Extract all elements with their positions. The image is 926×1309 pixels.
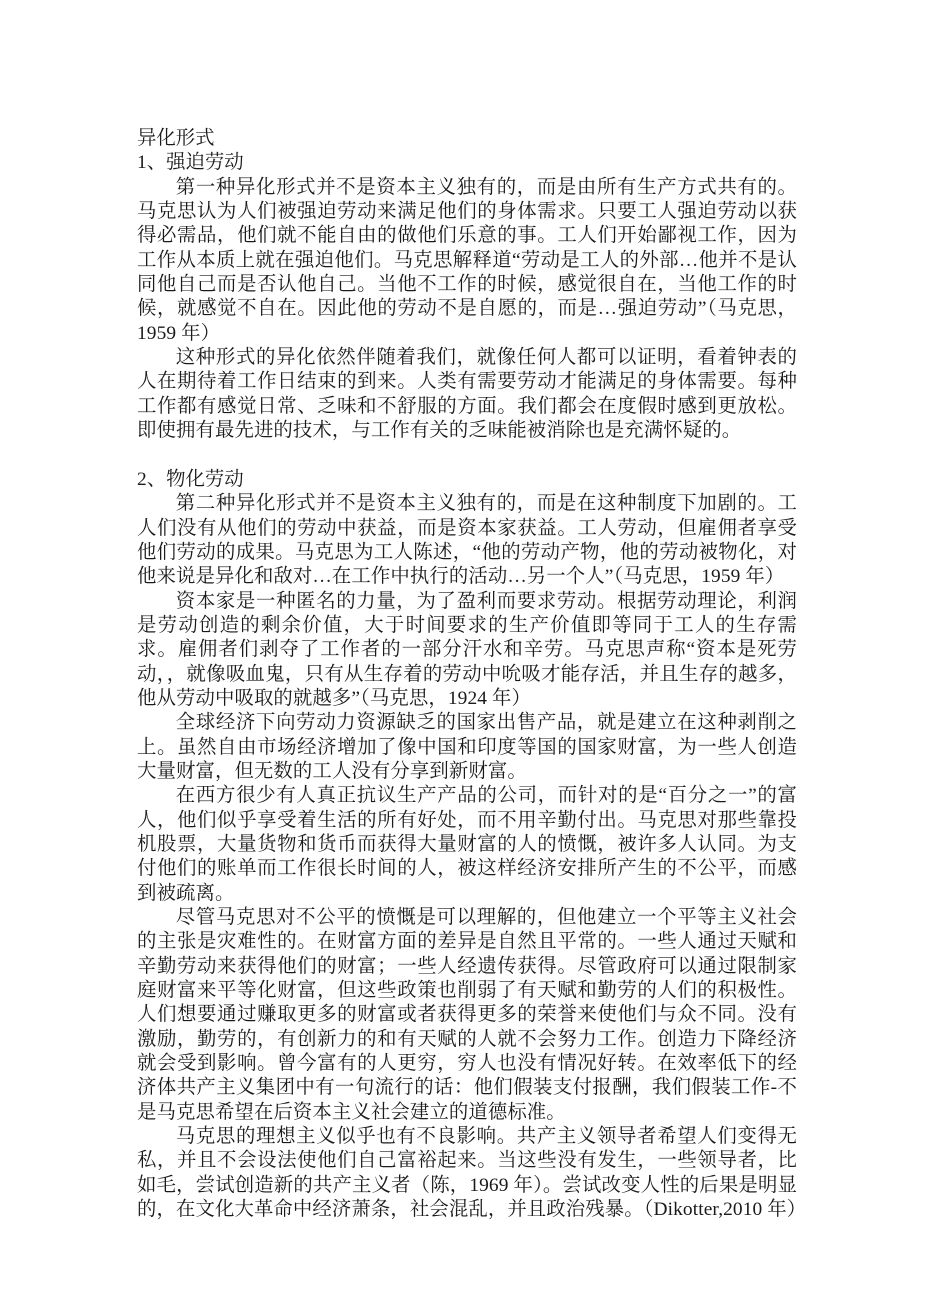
document-title: 异化形式 — [137, 128, 215, 149]
document-page — [137, 127, 807, 1222]
section-2-paragraph-1: 第二种异化形式并不是资本主义独有的，而是在这种制度下加剧的。工人们没有从他们的劳动中获益，而是资本家获益。工人劳动，但雇佣者享受他们劳动的成果。马克思为工人陈述，“他的劳动产物，他的劳动被物化，对他来说是异化和敌对…在工作中执行的活动…另一个人”（马克思，1959 年） — [137, 493, 797, 588]
section-2-paragraph-2: 资本家是一种匿名的力量，为了盈利而要求劳动。根据劳动理论，利润是劳动创造的剩余价值，大于时间要求的生产价值即等同于工人的生存需求。雇佣者们剥夺了工作者的一部分汗水和辛劳。马克思声称“资本是死劳动，，就像吸血鬼，只有从生存着的劳动中吮吸才能存活，并且生存的越多，他从劳动中吸取的就越多”（马克思，1924 年） — [137, 590, 797, 709]
blank-line-separator — [137, 443, 797, 467]
section-1-paragraph-1: 第一种异化形式并不是资本主义独有的，而是由所有生产方式共有的。马克思认为人们被强迫劳动来满足他们的身体需求。只要工人强迫劳动以获得必需品，他们就不能自由的做他们乐意的事。工人们开始鄙视工作，因为工作从本质上就在强迫他们。马克思解释道“劳动是工人的外部…他并不是认同他自己而是否认他自己。当他不工作的时候，感觉很自在，当他工作的时候，就感觉不自在。因此他的劳动不是自愿的，而是…强迫劳动”（马克思，1959 年） — [137, 176, 797, 344]
section-2-paragraph-6: 马克思的理想主义似乎也有不良影响。共产主义领导者希望人们变得无私，并且不会设法使他们自己富裕起来。当这些没有发生，一些领导者，比如毛，尝试创造新的共产主义者（陈，1969 年）。尝试改变人性的后果是明显的，在文化大革命中经济萧条，社会混乱，并且政治残暴。（Dikotter,2010 年） — [137, 1126, 807, 1221]
section-1-paragraph-2: 这种形式的异化依然伴随着我们，就像任何人都可以证明，看着钟表的人在期待着工作日结束的到来。人类有需要劳动才能满足的身体需要。每种工作都有感觉日常、乏味和不舒服的方面。我们都会在度假时感到更放松。即使拥有最先进的技术，与工作有关的乏味能被消除也是充满怀疑的。 — [137, 347, 797, 442]
section-2-paragraph-4: 在西方很少有人真正抗议生产产品的公司，而针对的是“百分之一”的富人，他们似乎享受着生活的所有好处，而不用辛勤付出。马克思对那些靠投机股票，大量货物和货币而获得大量财富的人的愤慨，被许多人认同。为支付他们的账单而工作很长时间的人，被这样经济安排所产生的不公平，而感到被疏离。 — [137, 785, 797, 904]
section-2-paragraph-5: 尽管马克思对不公平的愤慨是可以理解的，但他建立一个平等主义社会的主张是灾难性的。在财富方面的差异是自然且平常的。一些人通过天赋和辛勤劳动来获得他们的财富；一些人经遗传获得。尽管政府可以通过限制家庭财富来平等化财富，但这些政策也削弱了有天赋和勤劳的人们的积极性。人们想要通过赚取更多的财富或者获得更多的荣誉来使他们与众不同。没有激励，勤劳的，有创新力的和有天赋的人就不会努力工作。创造力下降经济就会受到影响。曾今富有的人更穷，穷人也没有情况好转。在效率低下的经济体共产主义集团中有一句流行的话：他们假装支付报酬，我们假装工作-不是马克思希望在后资本主义社会建立的道德标准。 — [137, 907, 797, 1123]
section-2-heading: 2、物化劳动 — [137, 468, 244, 490]
section-1-heading: 1、强迫劳动 — [137, 152, 244, 174]
section-2-paragraph-3: 全球经济下向劳动力资源缺乏的国家出售产品，就是建立在这种剥削之上。虽然自由市场经济增加了像中国和印度等国的国家财富，为一些人创造大量财富，但无数的工人没有分享到新财富。 — [137, 712, 797, 782]
